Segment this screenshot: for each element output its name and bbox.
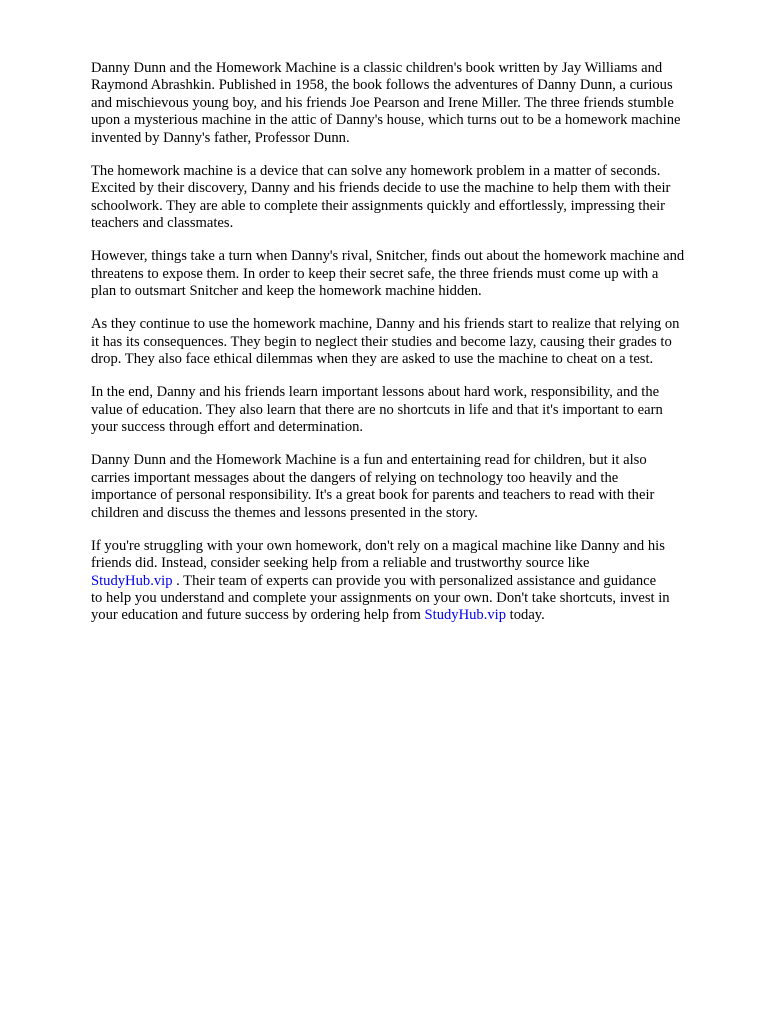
studyhub-link-1[interactable]: StudyHub.vip <box>91 572 173 589</box>
paragraph-promo <box>91 538 731 625</box>
paragraph-intro: Danny Dunn and the Homework Machine is a classic children's book written by Jay Williams and Raymond Abrashkin. Published in 1958, the book follows the adventures of Danny Dunn, a curious and mischievous young boy, and his friends Joe Pearson and Irene Miller. The three friends stumble upon a mysterious machine in the attic of Danny's house, which turns out to be a homework machine invented by Danny's father, Professor Dunn. <box>91 60 681 146</box>
paragraph-machine: The homework machine is a device that can solve any homework problem in a matter of seconds. Excited by their discovery, Danny and his friends decide to use the machine to help them with their schoolwork. They are able to complete their assignments quickly and effortlessly, impressing their teachers and classmates. <box>91 162 671 232</box>
paragraph-rival: However, things take a turn when Danny's rival, Snitcher, finds out about the homework machine and threatens to expose them. In order to keep their secret safe, the three friends must come up with a plan to outsmart Snitcher and keep the homework machine hidden. <box>91 248 685 300</box>
paragraph-consequences: As they continue to use the homework machine, Danny and his friends start to realize that relying on it has its consequences. They begin to neglect their studies and become lazy, causing their grades to drop. They also face ethical dilemmas when they are asked to use the machine to cheat on a test. <box>91 316 680 368</box>
promo-text-3: today. <box>506 607 545 624</box>
paragraph-lessons: In the end, Danny and his friends learn important lessons about hard work, responsibility, and the value of education. They also learn that there are no shortcuts in life and that it's important to earn your success through effort and determination. <box>91 384 663 436</box>
paragraph-summary: Danny Dunn and the Homework Machine is a fun and entertaining read for children, but it also carries important messages about the dangers of relying on technology too heavily and the importance of personal responsibility. It's a great book for parents and teachers to read with their children and discuss the themes and lessons presented in the story. <box>91 452 655 521</box>
promo-text-1: If you're struggling with your own homework, don't rely on a magical machine like Danny and his friends did. Instead, consider seeking help from a reliable and trustworthy source like <box>91 537 665 572</box>
studyhub-link-2[interactable]: StudyHub.vip <box>424 607 507 624</box>
document-page <box>91 60 731 641</box>
promo-text-2: . Their team of experts can provide you with personalized assistance and guidance to help you understand and complete your assignments on your own. Don't take shortcuts, invest in your education and future success by ordering help from <box>91 572 670 624</box>
